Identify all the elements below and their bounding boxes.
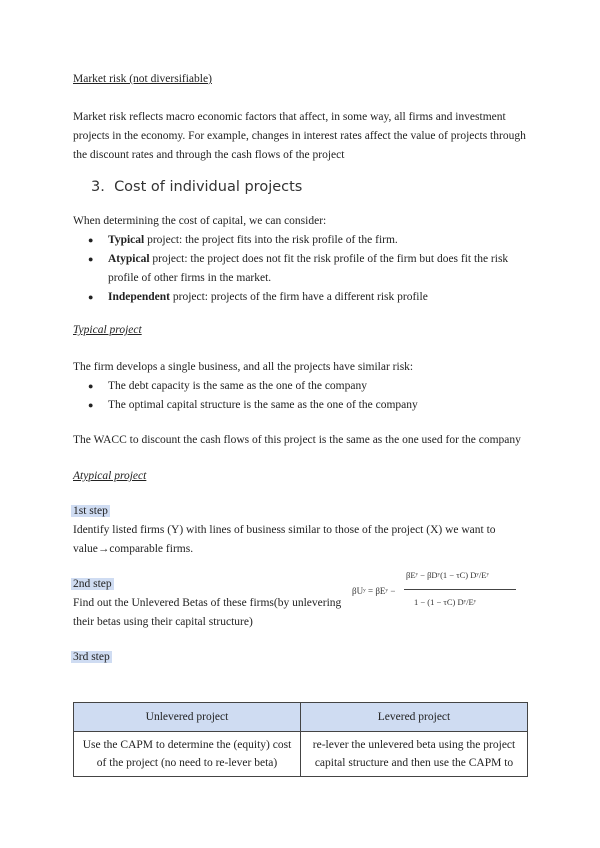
step-2-label [71,575,114,594]
term-typical: Typical [108,234,145,246]
list-item-independent [73,288,533,307]
section-number: 3. [91,179,105,195]
step-3-highlight: 3rd step [73,651,110,663]
step-1-line: Identify listed firms (Y) with lines of business similar to those of the project (X) we want to [73,524,496,536]
paragraph-line: projects in the economy. For example, changes in interest rates affect the value of projects through [73,130,526,142]
market-risk-paragraph [73,108,533,165]
step-2-line: their betas using their capital structure) [73,616,253,628]
independent-desc: project: projects of the firm have a different risk profile [170,291,428,303]
step-2-line: Find out the Unlevered Betas of these firms(by unlevering [73,597,342,609]
atypical-desc: project: the project does not fit the risk profile of the firm but does fit the risk [149,253,509,265]
cell-levered: re-lever the unlevered beta using the project capital structure and then use the CAPM to [301,732,528,777]
step-1-label [71,502,110,521]
paragraph-line: the discount rates and through the cash flows of the project [73,149,345,161]
list-item-typical [73,231,533,250]
project-types-list [73,231,533,307]
table-header-row [74,703,528,732]
step-1-line: value→comparable firms. [73,543,194,555]
cell-unlevered: Use the CAPM to determine the (equity) cost of the project (no need to re-lever beta) [74,732,301,777]
list-item: ● The debt capacity is the same as the one of the company [73,377,533,396]
term-atypical: Atypical [108,253,150,265]
term-independent: Independent [108,291,170,303]
market-risk-heading: Market risk (not diversifiable) [73,73,212,85]
section-3-heading [91,178,302,197]
table-row [74,732,528,777]
unlevered-beta-formula [352,566,522,626]
list-item-atypical [73,250,533,288]
step-1-text [73,521,533,559]
typical-desc: project: the project fits into the risk profile of the firm. [144,234,398,246]
list-item: ● The optimal capital structure is the same as the one of the company [73,396,533,415]
typical-bullets [73,377,533,415]
step-3-label [71,648,112,667]
step-2-text [73,594,373,632]
step-1-highlight: 1st step [73,505,108,517]
formula-denominator: 1 − (1 − τC) Dʸ/Eʸ [414,597,477,607]
wacc-statement: The WACC to discount the cash flows of this project is the same as the one used for the company [73,434,521,446]
project-comparison-table [73,702,528,777]
step-2-highlight: 2nd step [73,578,112,590]
paragraph-line: Market risk reflects macro economic factors that affect, in some way, all firms and investment [73,111,506,123]
col-header-levered: Levered project [301,703,528,732]
formula-numerator: βEʸ − βDʸ(1 − τC) Dʸ/Eʸ [406,570,489,580]
fraction-bar [404,589,516,590]
typical-project-heading: Typical project [73,324,142,336]
atypical-project-heading: Atypical project [73,470,147,482]
col-header-unlevered: Unlevered project [74,703,301,732]
formula-lhs: βUʸ = βEʸ − [352,586,396,596]
typical-intro: The firm develops a single business, and all the projects have similar risk: [73,361,414,373]
cost-intro: When determining the cost of capital, we can consider: [73,215,327,227]
section-title: Cost of individual projects [114,179,303,195]
atypical-desc-cont: profile of other firms in the market. [108,272,272,284]
